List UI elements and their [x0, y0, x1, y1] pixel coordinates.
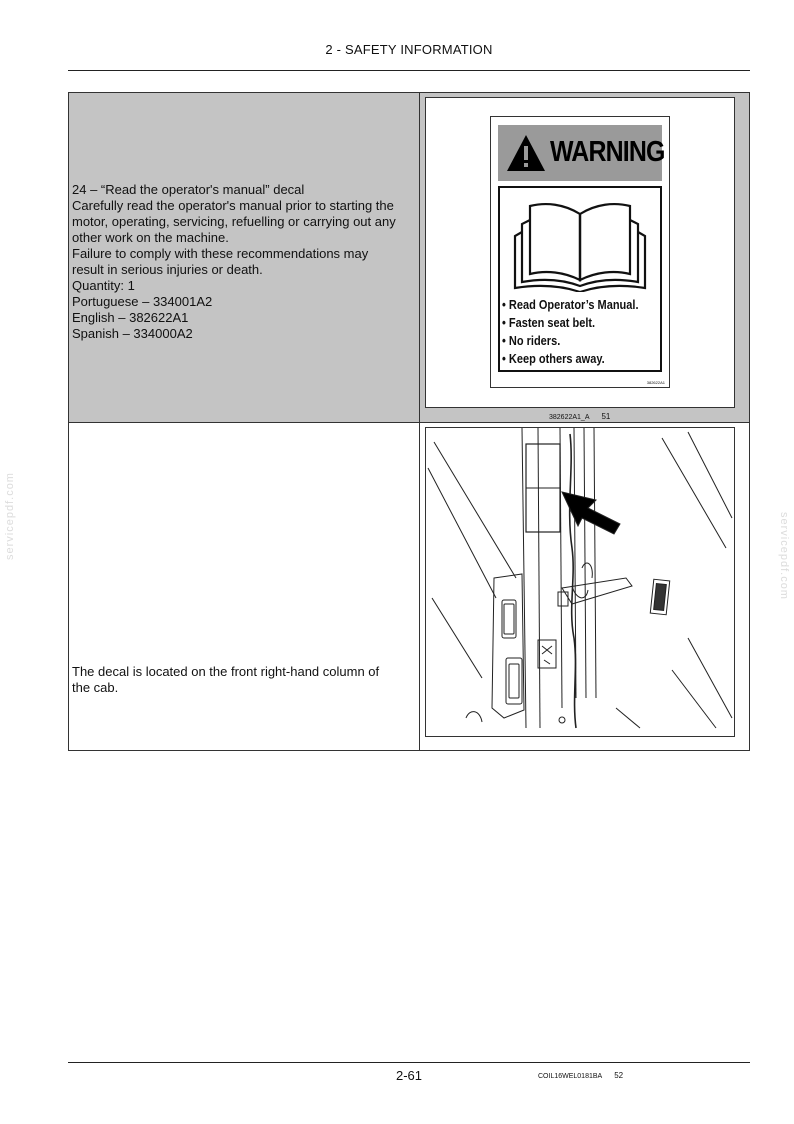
description-line: result in serious injuries or death. — [72, 262, 263, 277]
decal-pictogram-box — [498, 186, 662, 372]
figure-caption-code: COIL16WEL0181BA — [538, 1073, 603, 1080]
decal-part-code: 382622A1 — [646, 380, 665, 385]
page-header-title: 2 - SAFETY INFORMATION — [325, 42, 493, 57]
header-rule — [68, 70, 750, 71]
decal-instruction: • Read Operator’s Manual. — [502, 298, 639, 312]
part-number-spanish: Spanish – 334000A2 — [72, 326, 193, 341]
decal-instruction: • Keep others away. — [502, 352, 605, 366]
description-line: The decal is located on the front right-hand column of — [72, 664, 380, 679]
decal-instruction: • No riders. — [502, 334, 561, 348]
description-line: other work on the machine. — [72, 230, 229, 245]
cab-column-illustration — [426, 428, 734, 736]
quantity-line: Quantity: 1 — [72, 278, 135, 293]
watermark-left: servicepdf.com — [4, 472, 16, 560]
description-line: motor, operating, servicing, refuelling or carrying out any — [72, 214, 396, 229]
open-book-icon — [500, 188, 660, 292]
description-line: Carefully read the operator's manual prior to starting the — [72, 198, 394, 213]
location-description — [72, 664, 417, 696]
warning-decal-image — [490, 116, 670, 388]
part-number-portuguese: Portuguese – 334001A2 — [72, 294, 213, 309]
column-divider — [419, 93, 420, 422]
decal-instruction: • Fasten seat belt. — [502, 316, 596, 330]
page-number: 2-61 — [395, 1068, 423, 1083]
figure-caption-code: 382622A1_A — [549, 414, 590, 421]
figure-number: 51 — [601, 412, 611, 421]
watermark-right: servicepdf.com — [778, 512, 790, 600]
part-number-english: English – 382622A1 — [72, 310, 189, 325]
figure-51-panel — [425, 97, 735, 408]
table-row-decal-24 — [69, 93, 749, 423]
warning-heading: WARNING — [550, 136, 665, 168]
warning-triangle-icon — [506, 134, 546, 172]
column-divider — [419, 423, 420, 750]
decal-instructions — [502, 296, 638, 368]
figure-52-panel — [425, 427, 735, 737]
decal-title: 24 – “Read the operator's manual” decal — [72, 182, 305, 197]
warning-header — [498, 125, 665, 181]
footer-rule — [68, 1062, 750, 1063]
description-line: the cab. — [72, 680, 119, 695]
figure-51-caption — [549, 412, 610, 421]
decal-description — [72, 182, 417, 342]
description-line: Failure to comply with these recommendations may — [72, 246, 369, 261]
figure-number: 52 — [614, 1071, 624, 1080]
